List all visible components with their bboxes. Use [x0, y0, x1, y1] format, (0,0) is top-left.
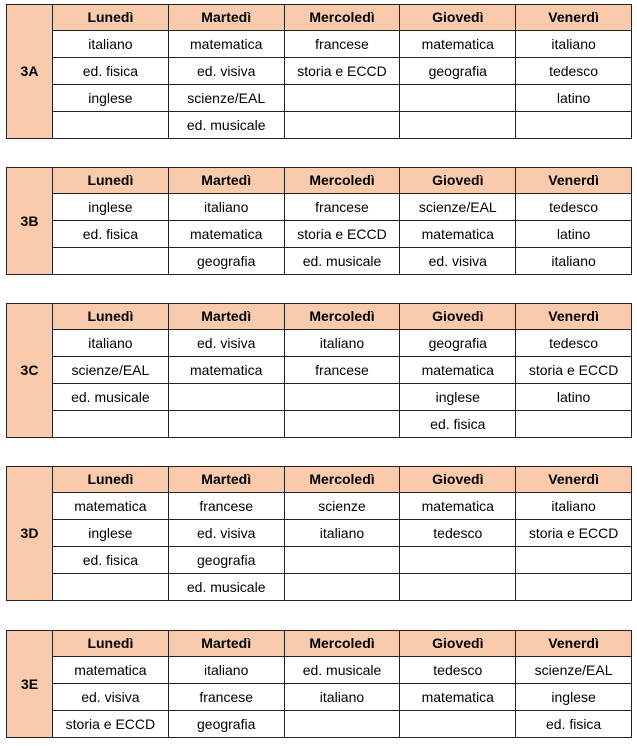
timetable-3b [6, 167, 632, 275]
day-header: Martedì [168, 467, 284, 493]
subject-cell [400, 85, 516, 112]
table-row [7, 85, 632, 112]
table-row [7, 357, 632, 384]
subject-cell: ed. visiva [168, 520, 284, 547]
table-row [7, 657, 632, 684]
subject-cell [284, 711, 400, 738]
subject-cell: storia e ECCD [284, 221, 400, 248]
subject-cell: italiano [168, 657, 284, 684]
subject-cell: francese [284, 31, 400, 58]
subject-cell: ed. visiva [168, 58, 284, 85]
day-header: Giovedì [400, 304, 516, 330]
subject-cell: italiano [516, 493, 632, 520]
subject-cell [284, 574, 400, 601]
table-row [7, 221, 632, 248]
subject-cell [168, 384, 284, 411]
subject-cell: tedesco [400, 657, 516, 684]
subject-cell: latino [516, 384, 632, 411]
timetable-3d [6, 466, 632, 601]
subject-cell: geografia [400, 58, 516, 85]
subject-cell [284, 112, 400, 139]
subject-cell [53, 248, 169, 275]
subject-cell [284, 411, 400, 438]
subject-cell: italiano [53, 31, 169, 58]
subject-cell [284, 85, 400, 112]
subject-cell [53, 411, 169, 438]
subject-cell: ed. fisica [53, 221, 169, 248]
table-row [7, 547, 632, 574]
subject-cell: tedesco [516, 58, 632, 85]
table-row [7, 58, 632, 85]
day-header: Giovedì [400, 631, 516, 657]
subject-cell: scienze/EAL [516, 657, 632, 684]
subject-cell: matematica [400, 31, 516, 58]
subject-cell: italiano [284, 330, 400, 357]
day-header: Martedì [168, 5, 284, 31]
table-row [7, 248, 632, 275]
table-row [7, 520, 632, 547]
day-header: Lunedì [53, 5, 169, 31]
subject-cell: ed. musicale [168, 112, 284, 139]
day-header: Mercoledì [284, 631, 400, 657]
subject-cell: matematica [168, 31, 284, 58]
table-row [7, 194, 632, 221]
day-header: Lunedì [53, 304, 169, 330]
day-header: Martedì [168, 304, 284, 330]
table-header-row [7, 467, 632, 493]
table-row [7, 684, 632, 711]
day-header: Martedì [168, 631, 284, 657]
subject-cell: matematica [168, 357, 284, 384]
subject-cell: storia e ECCD [53, 711, 169, 738]
day-header: Giovedì [400, 467, 516, 493]
table-row [7, 31, 632, 58]
day-header: Mercoledì [284, 467, 400, 493]
subject-cell: scienze/EAL [53, 357, 169, 384]
subject-cell: ed. visiva [168, 330, 284, 357]
subject-cell [400, 574, 516, 601]
subject-cell: storia e ECCD [516, 357, 632, 384]
class-label: 3A [7, 5, 53, 139]
class-label: 3E [7, 631, 53, 738]
subject-cell: italiano [53, 330, 169, 357]
day-header: Martedì [168, 168, 284, 194]
subject-cell: matematica [400, 684, 516, 711]
timetable-3e [6, 630, 632, 738]
subject-cell: italiano [284, 684, 400, 711]
day-header: Lunedì [53, 467, 169, 493]
subject-cell: latino [516, 221, 632, 248]
table-row [7, 112, 632, 139]
subject-cell: ed. fisica [53, 547, 169, 574]
subject-cell [516, 574, 632, 601]
subject-cell: ed. visiva [400, 248, 516, 275]
day-header: Lunedì [53, 168, 169, 194]
subject-cell: inglese [400, 384, 516, 411]
subject-cell: scienze [284, 493, 400, 520]
subject-cell: ed. musicale [284, 248, 400, 275]
subject-cell: tedesco [400, 520, 516, 547]
subject-cell: scienze/EAL [400, 194, 516, 221]
subject-cell: inglese [53, 85, 169, 112]
subject-cell: inglese [53, 194, 169, 221]
subject-cell: geografia [168, 711, 284, 738]
subject-cell: tedesco [516, 330, 632, 357]
subject-cell [284, 384, 400, 411]
subject-cell: inglese [516, 684, 632, 711]
subject-cell: francese [168, 684, 284, 711]
subject-cell: matematica [53, 657, 169, 684]
subject-cell [53, 574, 169, 601]
subject-cell: geografia [400, 330, 516, 357]
subject-cell: ed. fisica [400, 411, 516, 438]
subject-cell: scienze/EAL [168, 85, 284, 112]
day-header: Mercoledì [284, 5, 400, 31]
table-header-row [7, 304, 632, 330]
subject-cell [400, 711, 516, 738]
table-row [7, 574, 632, 601]
table-header-row [7, 5, 632, 31]
table-row [7, 411, 632, 438]
day-header: Giovedì [400, 5, 516, 31]
subject-cell: italiano [516, 248, 632, 275]
subject-cell: italiano [516, 31, 632, 58]
subject-cell: francese [284, 357, 400, 384]
subject-cell: matematica [168, 221, 284, 248]
subject-cell: ed. fisica [516, 711, 632, 738]
subject-cell: storia e ECCD [516, 520, 632, 547]
subject-cell [400, 547, 516, 574]
day-header: Mercoledì [284, 304, 400, 330]
subject-cell [53, 112, 169, 139]
subject-cell: ed. visiva [53, 684, 169, 711]
subject-cell: inglese [53, 520, 169, 547]
subject-cell: ed. musicale [168, 574, 284, 601]
subject-cell: ed. fisica [53, 58, 169, 85]
subject-cell [516, 112, 632, 139]
subject-cell: matematica [400, 221, 516, 248]
subject-cell: francese [284, 194, 400, 221]
class-label: 3D [7, 467, 53, 601]
subject-cell: matematica [53, 493, 169, 520]
timetable-3a [6, 4, 632, 139]
day-header: Venerdì [516, 467, 632, 493]
day-header: Mercoledì [284, 168, 400, 194]
subject-cell: matematica [400, 493, 516, 520]
subject-cell: italiano [168, 194, 284, 221]
timetable-3c [6, 303, 632, 438]
subject-cell [400, 112, 516, 139]
subject-cell: ed. musicale [284, 657, 400, 684]
day-header: Giovedì [400, 168, 516, 194]
table-row [7, 493, 632, 520]
table-header-row [7, 631, 632, 657]
subject-cell: tedesco [516, 194, 632, 221]
subject-cell: geografia [168, 248, 284, 275]
subject-cell: geografia [168, 547, 284, 574]
subject-cell [168, 411, 284, 438]
table-header-row [7, 168, 632, 194]
subject-cell: italiano [284, 520, 400, 547]
subject-cell: storia e ECCD [284, 58, 400, 85]
subject-cell [284, 547, 400, 574]
table-row [7, 330, 632, 357]
subject-cell: latino [516, 85, 632, 112]
day-header: Venerdì [516, 304, 632, 330]
table-row [7, 384, 632, 411]
table-row [7, 711, 632, 738]
day-header: Venerdì [516, 631, 632, 657]
day-header: Venerdì [516, 168, 632, 194]
class-label: 3C [7, 304, 53, 438]
subject-cell [516, 547, 632, 574]
subject-cell: matematica [400, 357, 516, 384]
subject-cell: ed. musicale [53, 384, 169, 411]
day-header: Lunedì [53, 631, 169, 657]
subject-cell: francese [168, 493, 284, 520]
day-header: Venerdì [516, 5, 632, 31]
subject-cell [516, 411, 632, 438]
class-label: 3B [7, 168, 53, 275]
